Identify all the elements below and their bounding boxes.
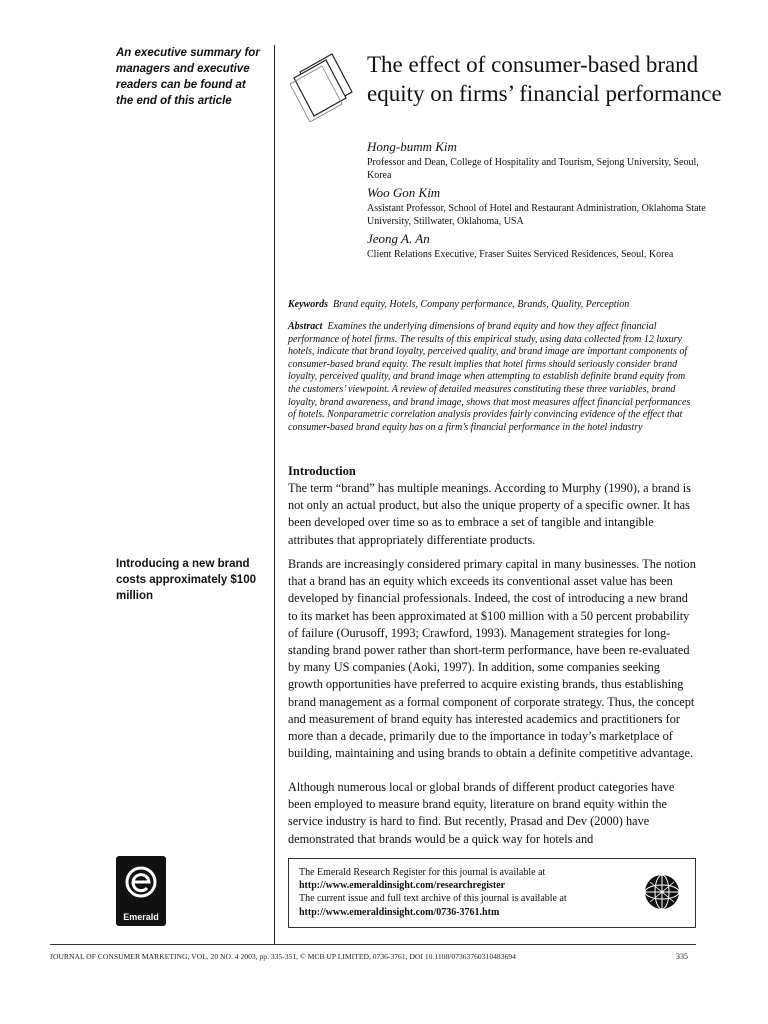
- body-paragraph: The term “brand” has multiple meanings. According to Murphy (1990), a brand is not only an actual product, but also the unique property of a specific owner. It has been developed over time so as to embrace a set of tangible and intangible attributes that appropriately differentiate products.: [288, 481, 691, 547]
- research-register-link[interactable]: http://www.emeraldinsight.com/researchregister: [299, 880, 506, 892]
- abstract: [288, 321, 698, 434]
- footer-rule: [50, 944, 696, 945]
- journal-citation: JOURNAL OF CONSUMER MARKETING, VOL. 20 NO. 4 2003, pp. 335-351, © MCB UP LIMITED, 0736-3761, DOI 10.1108/07363760310483694: [50, 952, 516, 961]
- author-name: Hong-bumm Kim: [367, 139, 457, 154]
- executive-summary-note: An executive summary for managers and executive readers can be found at the end of this article: [116, 47, 260, 107]
- keywords-text: Brand equity, Hotels, Company performance, Brands, Quality, Perception: [333, 299, 630, 310]
- article-title: The effect of consumer-based brand equity on firms’ financial performance: [367, 52, 722, 106]
- author-name: Woo Gon Kim: [367, 185, 441, 200]
- page-number: 335: [676, 952, 688, 961]
- author-affiliation: Professor and Dean, College of Hospitality and Tourism, Sejong University, Seoul, Korea: [367, 157, 699, 181]
- author-name: Jeong A. An: [367, 231, 430, 246]
- paper-sheets-icon: [286, 46, 358, 122]
- research-register-box: [288, 858, 696, 928]
- author-affiliation: Assistant Professor, School of Hotel and Restaurant Administration, Oklahoma State University, Stillwater, Oklahoma, USA: [367, 203, 706, 227]
- emerald-e-icon: [124, 865, 158, 899]
- author-affiliation: Client Relations Executive, Fraser Suites Serviced Residences, Seoul, Korea: [367, 249, 674, 260]
- margin-pull-quote: Introducing a new brand costs approximately $100 million: [116, 558, 256, 602]
- register-line: The Emerald Research Register for this journal is available at: [299, 867, 546, 878]
- section-heading: Introduction: [288, 464, 356, 478]
- column-divider: [274, 45, 275, 945]
- globe-icon: [643, 873, 681, 911]
- keywords: [288, 298, 708, 311]
- archive-line: The current issue and full text archive of this journal is available at: [299, 893, 567, 905]
- abstract-label: Abstract: [288, 321, 323, 332]
- abstract-text: Examines the underlying dimensions of brand equity and how they affect financial performance of hotel firms. The results of this empirical study, using data collected from 12 luxury hotels, indicate that brand loyalty, perceived quality, and brand image are important components of consumer-based brand equity. The result implies that hotel firms should seriously consider brand loyalty, perceived quality, and brand image when attempting to establish definite brand equity from the customers’ viewpoint. A review of detailed measures constituting these three variables, brand loyalty, brand awareness, and brand image, shows that most measures affect financial performances of hotels. Nonparametric correlation analysis provides fairly convincing evidence of the effect that consumer-based brand equity has on a firm’s financial performance in the hotel industry: [288, 321, 691, 433]
- archive-link[interactable]: http://www.emeraldinsight.com/0736-3761.htm: [299, 906, 500, 918]
- emerald-logo: [116, 856, 166, 926]
- body-paragraph: Brands are increasingly considered primary capital in many businesses. The notion that a brand has an equity which exceeds its conventional asset value has been developed by financial professionals. Indeed, the cost of introducing a new brand to its market has been approximated at $100 million with a 50 percent probability of failure (Ourusoff, 1993; Crawford, 1993). Management strategies for long-standing brand power rather than short-term performance, have been re-evaluated by many US companies (Aoki, 1997). In addition, some companies seeking growth opportunities have preferred to acquire existing brands, thus establishing brand management as a formal component of corporate strategy. Thus, the concept and measurement of brand equity has interested academics and practitioners for more than a decade, primarily due to the importance in today’s marketplace of building, maintaining and using brands to obtain a definite competitive advantage.: [288, 557, 696, 761]
- logo-wordmark: Emerald: [123, 912, 159, 922]
- body-paragraph: Although numerous local or global brands of different product categories have been employed to measure brand equity, literature on brand equity within the service industry is hard to find. But recently, Prasad and Dev (2000) have demonstrated that brands would be a quick way for hotels and: [288, 780, 675, 846]
- keywords-label: Keywords: [288, 299, 328, 310]
